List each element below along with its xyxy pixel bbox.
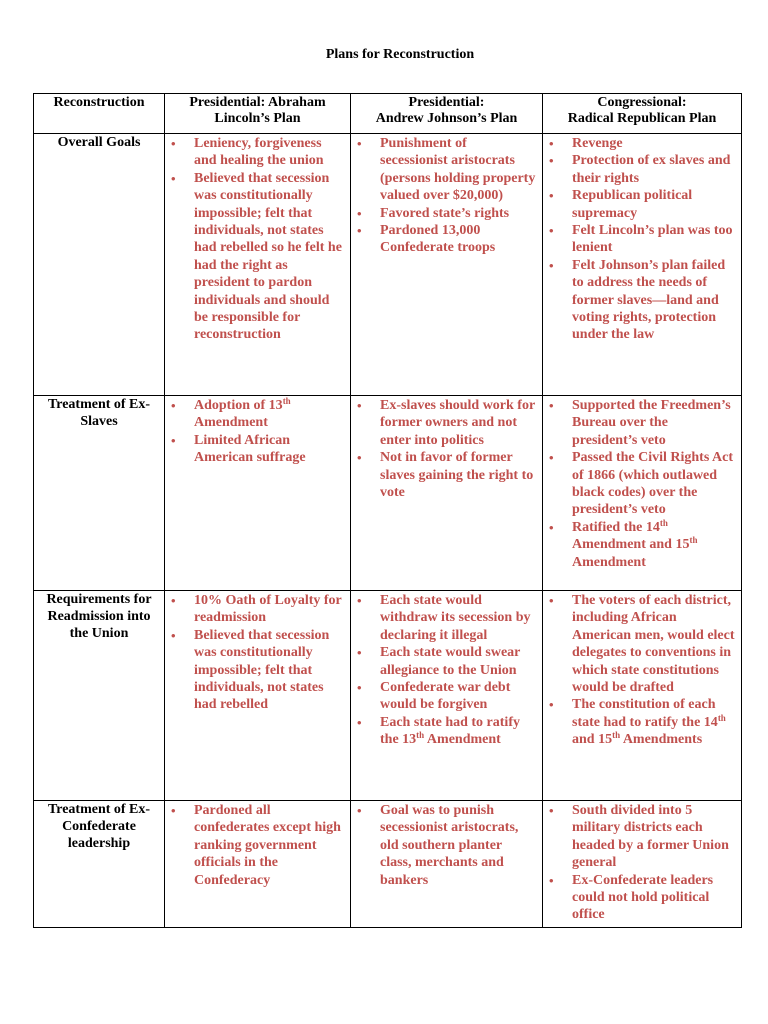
row-heading-line: Slaves <box>80 414 118 429</box>
list-item: • Protection of ex slaves and their rights <box>572 152 735 187</box>
row-heading-treatment-of-ex-confederate-leadership <box>34 801 165 928</box>
row-heading-overall-goals <box>34 134 165 396</box>
list-item: • Each state would swear allegiance to the Union <box>380 644 536 679</box>
column-header-line: Presidential: Abraham <box>189 95 326 110</box>
row-heading-requirements-for-readmission <box>34 591 165 801</box>
list-item: • Ex-Confederate leaders could not hold political office <box>572 872 735 924</box>
list-item-text: Amendment <box>194 415 268 431</box>
row-heading-line: leadership <box>67 836 131 851</box>
list-item: • Supported the Freedmen’s Bureau over the president’s veto <box>572 397 735 449</box>
list-item <box>572 696 735 748</box>
lincoln-plan-cell <box>165 396 351 591</box>
list-item: • The voters of each district, including African American men, would elect delegates to conventions in which state constitutions would be drafted <box>572 592 735 696</box>
list-item-text: Ratified the 14 <box>572 519 660 535</box>
reconstruction-plans-table <box>33 93 742 928</box>
ordinal-suffix: th <box>659 517 668 528</box>
list-item-text: Adoption of 13 <box>194 398 283 413</box>
list-item: • Not in favor of former slaves gaining the right to vote <box>380 449 536 501</box>
page-title: Plans for Reconstruction <box>325 47 475 62</box>
list-item: • Republican political supremacy <box>572 187 735 222</box>
radical-republican-plan-cell <box>543 591 742 801</box>
list-item: • Believed that secession was constitutionally impossible; felt that individuals, not states had rebelled so he felt he had the right as president to pardon individuals and should be responsible for reconstruction <box>194 170 344 344</box>
column-header-lincoln-plan <box>165 94 351 134</box>
list-item: • Felt Lincoln’s plan was too lenient <box>572 222 735 257</box>
johnson-plan-cell <box>351 591 543 801</box>
list-item: • Pardoned 13,000 Confederate troops <box>380 222 536 257</box>
bullet-list <box>351 134 542 260</box>
list-item: • Limited African American suffrage <box>194 432 344 467</box>
table-body <box>34 134 742 928</box>
bullet-list <box>543 396 741 574</box>
bullet-list <box>351 801 542 892</box>
list-item-text: Amendment <box>424 732 501 748</box>
bullet-list <box>165 591 350 717</box>
lincoln-plan-cell <box>165 591 351 801</box>
list-item: • Pardoned all confederates except high ranking government officials in the Confederacy <box>194 802 344 889</box>
ordinal-suffix: th <box>282 396 291 406</box>
column-header-johnson-plan <box>351 94 543 134</box>
lincoln-plan-cell <box>165 134 351 396</box>
radical-republican-plan-cell <box>543 134 742 396</box>
ordinal-suffix: th <box>416 730 425 741</box>
table-row <box>34 396 742 591</box>
list-item: • South divided into 5 military districts each headed by a former Union general <box>572 802 735 872</box>
list-item: • Punishment of secessionist aristocrats (persons holding property valued over $20,000) <box>380 135 536 205</box>
bullet-list <box>165 801 350 892</box>
row-heading-line: Treatment of Ex- <box>47 397 151 412</box>
bullet-list <box>543 134 741 347</box>
column-header-line: Reconstruction <box>53 95 145 110</box>
list-item: • Confederate war debt would be forgiven <box>380 679 536 714</box>
radical-republican-plan-cell <box>543 801 742 928</box>
column-header-line: Congressional: <box>597 95 687 110</box>
list-item-text: and 15 <box>572 732 613 748</box>
row-heading-treatment-of-ex-slaves <box>34 396 165 591</box>
row-heading-line: Requirements for <box>46 592 152 607</box>
bullet-list <box>543 591 741 752</box>
list-item-text: Amendments <box>620 732 703 748</box>
table-row <box>34 134 742 396</box>
bullet-list <box>351 591 542 752</box>
table-row <box>34 591 742 801</box>
column-header-line: Radical Republican Plan <box>567 111 717 126</box>
johnson-plan-cell <box>351 134 543 396</box>
list-item: • Each state would withdraw its secession by declaring it illegal <box>380 592 536 644</box>
list-item: • Revenge <box>572 135 735 152</box>
list-item <box>572 519 735 571</box>
list-item: • 10% Oath of Loyalty for readmission <box>194 592 344 627</box>
list-item-text: Each state had to ratify the 13 <box>380 714 520 748</box>
list-item: • Felt Johnson’s plan failed to address the needs of former slaves—land and voting rights, protection under the law <box>572 257 735 344</box>
johnson-plan-cell <box>351 801 543 928</box>
ordinal-suffix: th <box>717 712 726 723</box>
johnson-plan-cell <box>351 396 543 591</box>
column-header-radical-republican-plan <box>543 94 742 134</box>
row-heading-line: Overall Goals <box>57 135 141 150</box>
bullet-list <box>165 134 350 347</box>
row-heading-line: Readmission into <box>47 609 151 624</box>
column-header-line: Lincoln’s Plan <box>214 111 301 126</box>
list-item: • Favored state’s rights <box>380 205 536 222</box>
list-item: • Ex-slaves should work for former owners and not enter into politics <box>380 397 536 449</box>
ordinal-suffix: th <box>612 730 621 741</box>
list-item: • Leniency, forgiveness and healing the union <box>194 135 344 170</box>
list-item-text: The constitution of each state had to ratify the 14 <box>572 697 718 730</box>
list-item: • Goal was to punish secessionist aristocrats, old southern planter class, merchants and bankers <box>380 802 536 889</box>
bullet-list <box>543 801 741 927</box>
table-row <box>34 801 742 928</box>
list-item-text: Amendment <box>572 554 646 570</box>
row-heading-line: Treatment of Ex- <box>47 802 151 817</box>
list-item: • Believed that secession was constitutionally impossible; felt that individuals, not states had rebelled <box>194 627 344 714</box>
column-header-line: Presidential: <box>408 95 485 110</box>
bullet-list <box>351 396 542 504</box>
lincoln-plan-cell <box>165 801 351 928</box>
list-item: • Passed the Civil Rights Act of 1866 (which outlawed black codes) over the president’s veto <box>572 449 735 519</box>
bullet-list <box>165 396 350 470</box>
list-item <box>380 714 536 749</box>
table-header-row <box>34 94 742 134</box>
row-heading-line: Confederate <box>62 819 136 834</box>
column-header-reconstruction <box>34 94 165 134</box>
list-item <box>194 397 344 432</box>
column-header-line: Andrew Johnson’s Plan <box>375 111 518 126</box>
list-item-text: Amendment and 15 <box>572 537 690 553</box>
ordinal-suffix: th <box>689 535 698 546</box>
radical-republican-plan-cell <box>543 396 742 591</box>
row-heading-line: the Union <box>69 626 129 641</box>
